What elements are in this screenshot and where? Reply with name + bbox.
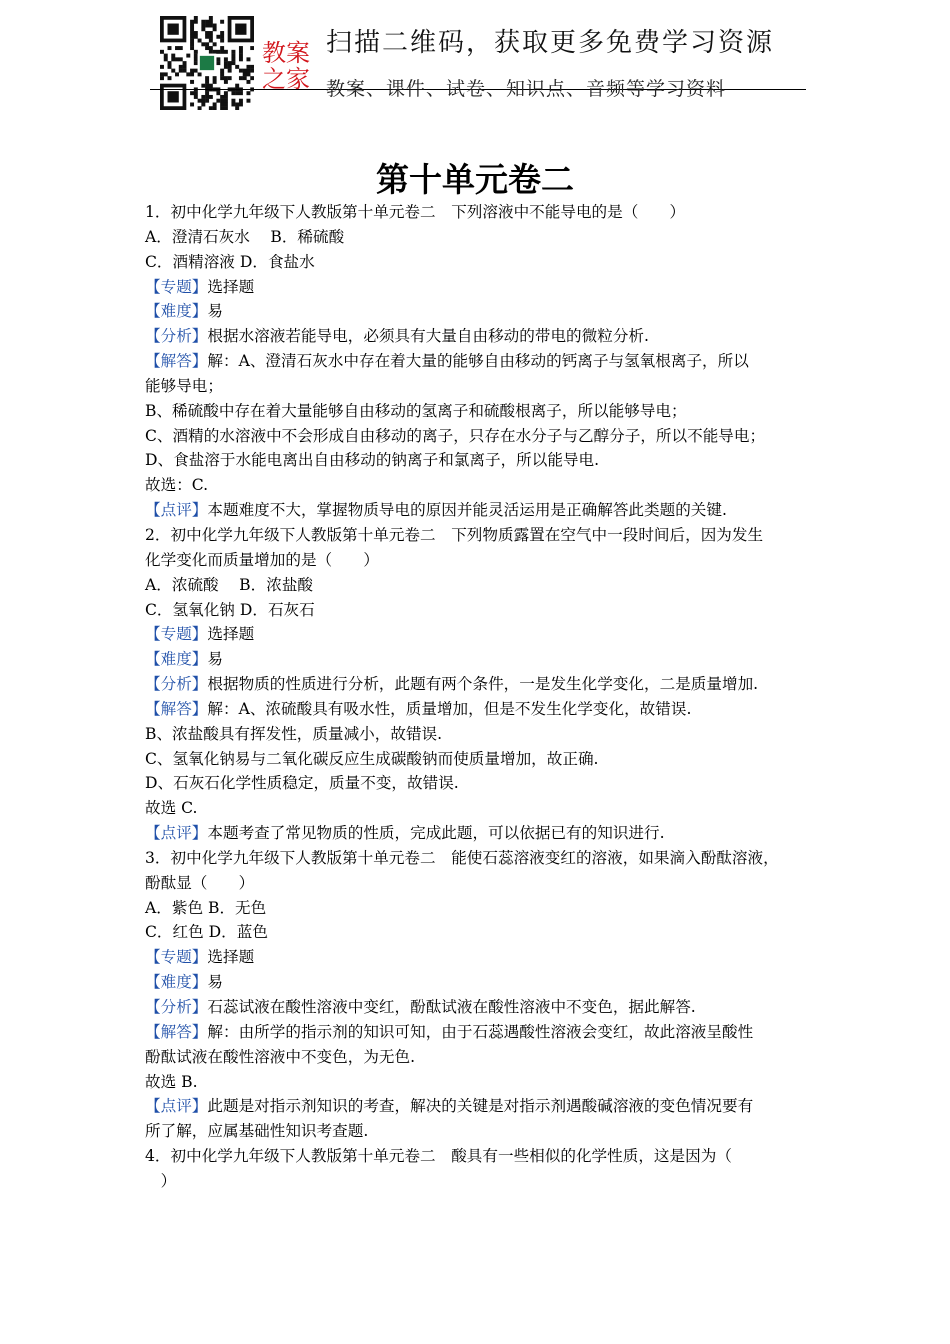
header-slogan: 扫描二维码，获取更多免费学习资源 xyxy=(326,28,775,58)
text-line xyxy=(145,1045,817,1070)
section-tag: 【分析】 xyxy=(145,327,208,346)
line-text: 本题考查了常见物质的性质，完成此题，可以依据已有的知识进行. xyxy=(207,824,665,843)
header-subslogan: 教案、课件、试卷、知识点、音频等学习资料 xyxy=(326,78,727,100)
text-line xyxy=(145,945,817,970)
line-text: 选择题 xyxy=(207,625,255,644)
text-line xyxy=(145,747,817,772)
line-text: 3．初中化学九年级下人教版第十单元卷二 能使石蕊溶液变红的溶液，如果滴入酚酞溶液， xyxy=(145,848,779,867)
section-tag: 【专题】 xyxy=(145,277,208,296)
page-title: 第十单元卷二 xyxy=(376,160,574,199)
section-tag: 【难度】 xyxy=(145,650,208,669)
text-line xyxy=(145,722,817,747)
text-line xyxy=(145,1020,817,1045)
line-text: 解：由所学的指示剂的知识可知，由于石蕊遇酸性溶液会变红，故此溶液呈酸性 xyxy=(207,1022,754,1041)
line-text: 易 xyxy=(207,973,223,992)
text-line xyxy=(145,871,817,896)
text-line xyxy=(145,995,817,1020)
line-text: C．红色 D．蓝色 xyxy=(145,923,268,942)
text-line xyxy=(145,1119,817,1144)
line-text: 故选 C. xyxy=(145,799,198,818)
line-text: A．紫色 B．无色 xyxy=(145,898,267,917)
text-line xyxy=(145,771,817,796)
text-line xyxy=(145,374,817,399)
text-line xyxy=(145,424,817,449)
logo-line: 教案 xyxy=(262,39,310,67)
page-header xyxy=(0,0,950,120)
line-text: A．浓硫酸 B．浓盐酸 xyxy=(145,575,314,594)
section-tag: 【解答】 xyxy=(145,352,208,371)
text-line xyxy=(145,200,817,225)
section-tag: 【点评】 xyxy=(145,1097,208,1116)
line-text: D、石灰石化学性质稳定，质量不变，故错误. xyxy=(145,774,459,793)
line-text: 能够导电； xyxy=(145,376,223,395)
text-line xyxy=(145,448,817,473)
section-tag: 【解答】 xyxy=(145,699,208,718)
section-tag: 【专题】 xyxy=(145,948,208,967)
document-body xyxy=(145,200,817,1194)
text-line xyxy=(145,573,817,598)
line-text: 易 xyxy=(207,650,223,669)
section-tag: 【点评】 xyxy=(145,824,208,843)
line-text: 所了解，应属基础性知识考查题. xyxy=(145,1122,369,1141)
section-tag: 【解答】 xyxy=(145,1022,208,1041)
section-tag: 【分析】 xyxy=(145,675,208,694)
line-text: 选择题 xyxy=(207,948,255,967)
text-line xyxy=(145,970,817,995)
line-text: 酚酞试液在酸性溶液中不变色，为无色. xyxy=(145,1047,416,1066)
text-line xyxy=(145,1169,817,1194)
text-line xyxy=(145,1094,817,1119)
line-text: C、酒精的水溶液中不会形成自由移动的离子，只存在水分子与乙醇分子，所以不能导电； xyxy=(145,426,766,445)
line-text: ） xyxy=(145,1171,177,1190)
line-text: 解：A、澄清石灰水中存在着大量的能够自由移动的钙离子与氢氧根离子，所以 xyxy=(207,352,749,371)
text-line xyxy=(145,598,817,623)
line-text: B、浓盐酸具有挥发性，质量减小，故错误. xyxy=(145,724,443,743)
line-text: 解：A、浓硫酸具有吸水性，质量增加，但是不发生化学变化，故错误. xyxy=(207,699,692,718)
line-text: 根据水溶液若能导电，必须具有大量自由移动的带电的微粒分析. xyxy=(207,327,649,346)
text-line xyxy=(145,896,817,921)
site-logo xyxy=(262,40,318,96)
line-text: 故选：C. xyxy=(145,476,209,495)
line-text: 易 xyxy=(207,302,223,321)
logo-line: 之家 xyxy=(262,65,310,93)
text-line xyxy=(145,275,817,300)
line-text: 故选 B. xyxy=(145,1072,198,1091)
text-line xyxy=(145,250,817,275)
line-text: 4．初中化学九年级下人教版第十单元卷二 酸具有一些相似的化学性质，这是因为（ xyxy=(145,1147,732,1166)
section-tag: 【难度】 xyxy=(145,973,208,992)
text-line xyxy=(145,473,817,498)
text-line xyxy=(145,846,817,871)
text-line xyxy=(145,647,817,672)
section-tag: 【专题】 xyxy=(145,625,208,644)
text-line xyxy=(145,1144,817,1169)
text-line xyxy=(145,821,817,846)
text-line xyxy=(145,225,817,250)
qr-code-icon xyxy=(160,16,254,110)
line-text: 酚酞显（ ） xyxy=(145,873,255,892)
line-text: C、氢氧化钠易与二氧化碳反应生成碳酸钠而使质量增加，故正确. xyxy=(145,749,599,768)
line-text: 根据物质的性质进行分析，此题有两个条件，一是发生化学变化，二是质量增加. xyxy=(207,675,759,694)
text-line xyxy=(145,523,817,548)
line-text: C．氢氧化钠 D．石灰石 xyxy=(145,600,315,619)
line-text: 1．初中化学九年级下人教版第十单元卷二 下列溶液中不能导电的是（ ） xyxy=(145,203,686,221)
text-line xyxy=(145,548,817,573)
section-tag: 【分析】 xyxy=(145,998,208,1016)
text-line xyxy=(145,920,817,945)
line-text: 选择题 xyxy=(207,277,255,296)
line-text: C．酒精溶液 D．食盐水 xyxy=(145,252,315,271)
line-text: 2．初中化学九年级下人教版第十单元卷二 下列物质露置在空气中一段时间后，因为发生 xyxy=(145,525,764,544)
text-line xyxy=(145,672,817,697)
line-text: 此题是对指示剂知识的考查，解决的关键是对指示剂遇酸碱溶液的变色情况要有 xyxy=(207,1097,754,1116)
text-line xyxy=(145,498,817,523)
text-line xyxy=(145,324,817,349)
line-text: D、食盐溶于水能电离出自由移动的钠离子和氯离子，所以能导电. xyxy=(145,451,600,470)
text-line xyxy=(145,299,817,324)
text-line xyxy=(145,622,817,647)
text-line xyxy=(145,796,817,821)
line-text: 本题难度不大，掌握物质导电的原因并能灵活运用是正确解答此类题的关键. xyxy=(207,501,727,520)
section-tag: 【难度】 xyxy=(145,302,208,321)
text-line xyxy=(145,399,817,424)
text-line xyxy=(145,1070,817,1095)
line-text: B、稀硫酸中存在着大量能够自由移动的氢离子和硫酸根离子，所以能够导电； xyxy=(145,401,687,420)
text-line xyxy=(145,697,817,722)
line-text: 石蕊试液在酸性溶液中变红，酚酞试液在酸性溶液中不变色，据此解答. xyxy=(207,998,696,1016)
line-text: A．澄清石灰水 B．稀硫酸 xyxy=(145,227,345,246)
section-tag: 【点评】 xyxy=(145,501,208,520)
line-text: 化学变化而质量增加的是（ ） xyxy=(145,550,379,569)
text-line xyxy=(145,349,817,374)
